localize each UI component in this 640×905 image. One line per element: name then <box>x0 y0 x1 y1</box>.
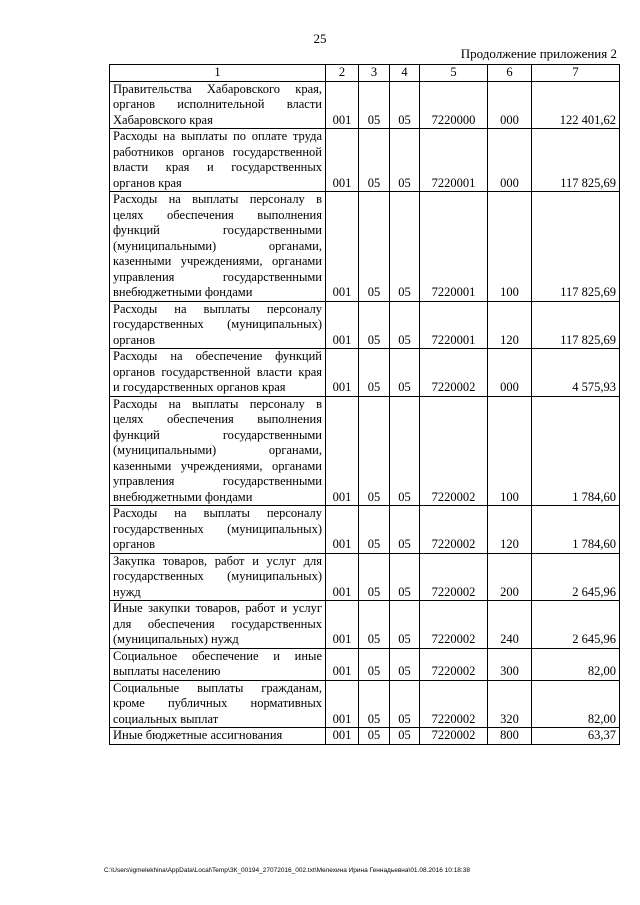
cell-section: 05 <box>359 553 390 601</box>
cell-amount: 1 784,60 <box>532 396 620 506</box>
cell-expense-type: 120 <box>488 301 532 349</box>
cell-amount: 2 645,96 <box>532 601 620 649</box>
cell-amount: 117 825,69 <box>532 129 620 192</box>
cell-ministry: 001 <box>326 728 359 745</box>
cell-ministry: 001 <box>326 648 359 680</box>
table-row <box>110 506 620 554</box>
cell-section: 05 <box>359 396 390 506</box>
cell-expense-type: 300 <box>488 648 532 680</box>
cell-ministry: 001 <box>326 349 359 397</box>
cell-expense-type: 200 <box>488 553 532 601</box>
col-header: 2 <box>326 65 359 82</box>
page-number: 25 <box>313 31 327 46</box>
cell-target-article: 7220002 <box>420 601 488 649</box>
budget-table <box>109 64 620 745</box>
cell-expense-type: 320 <box>488 680 532 728</box>
cell-expense-type: 000 <box>488 81 532 129</box>
cell-target-article: 7220001 <box>420 301 488 349</box>
cell-target-article: 7220002 <box>420 648 488 680</box>
cell-amount: 117 825,69 <box>532 301 620 349</box>
cell-subsection: 05 <box>390 680 420 728</box>
cell-section: 05 <box>359 648 390 680</box>
cell-amount: 2 645,96 <box>532 553 620 601</box>
table-row <box>110 680 620 728</box>
cell-ministry: 001 <box>326 129 359 192</box>
cell-section: 05 <box>359 129 390 192</box>
row-description: Социальное обеспечение и иные выплаты населению <box>110 648 326 680</box>
cell-target-article: 7220002 <box>420 680 488 728</box>
cell-ministry: 001 <box>326 680 359 728</box>
cell-amount: 82,00 <box>532 680 620 728</box>
cell-target-article: 7220001 <box>420 129 488 192</box>
table-row <box>110 601 620 649</box>
cell-subsection: 05 <box>390 129 420 192</box>
cell-subsection: 05 <box>390 301 420 349</box>
cell-amount: 122 401,62 <box>532 81 620 129</box>
cell-expense-type: 000 <box>488 349 532 397</box>
cell-section: 05 <box>359 301 390 349</box>
table-row <box>110 396 620 506</box>
cell-section: 05 <box>359 601 390 649</box>
cell-ministry: 001 <box>326 506 359 554</box>
cell-expense-type: 000 <box>488 129 532 192</box>
header-row <box>110 65 620 82</box>
cell-amount: 63,37 <box>532 728 620 745</box>
cell-target-article: 7220000 <box>420 81 488 129</box>
col-header: 6 <box>488 65 532 82</box>
row-description: Расходы на выплаты персоналу государственных (муниципальных) органов <box>110 506 326 554</box>
cell-ministry: 001 <box>326 601 359 649</box>
row-description: Расходы на выплаты по оплате труда работников органов государственной власти края и государственных органов края <box>110 129 326 192</box>
cell-ministry: 001 <box>326 192 359 302</box>
cell-target-article: 7220002 <box>420 506 488 554</box>
cell-target-article: 7220002 <box>420 728 488 745</box>
cell-section: 05 <box>359 192 390 302</box>
table-row <box>110 728 620 745</box>
table-row <box>110 301 620 349</box>
cell-target-article: 7220002 <box>420 396 488 506</box>
cell-section: 05 <box>359 728 390 745</box>
table-row <box>110 349 620 397</box>
cell-expense-type: 800 <box>488 728 532 745</box>
cell-subsection: 05 <box>390 396 420 506</box>
cell-amount: 117 825,69 <box>532 192 620 302</box>
cell-subsection: 05 <box>390 648 420 680</box>
row-description: Социальные выплаты гражданам, кроме публичных нормативных социальных выплат <box>110 680 326 728</box>
cell-section: 05 <box>359 349 390 397</box>
cell-target-article: 7220002 <box>420 553 488 601</box>
row-description: Закупка товаров, работ и услуг для государственных (муниципальных) нужд <box>110 553 326 601</box>
cell-expense-type: 100 <box>488 192 532 302</box>
cell-amount: 1 784,60 <box>532 506 620 554</box>
file-path-footer: C:\Users\igmelekhina\AppData\Local\Temp\ЗК_00194_27072016_002.txt\Мелехина Ирина Геннадьевна\01.08.2016 10:18:38 <box>104 867 470 874</box>
cell-section: 05 <box>359 81 390 129</box>
continuation-note: Продолжение приложения 2 <box>460 46 617 61</box>
table-row <box>110 553 620 601</box>
cell-subsection: 05 <box>390 81 420 129</box>
cell-amount: 4 575,93 <box>532 349 620 397</box>
row-description: Расходы на выплаты персоналу государственных (муниципальных) органов <box>110 301 326 349</box>
table-row <box>110 192 620 302</box>
cell-expense-type: 120 <box>488 506 532 554</box>
row-description: Правительства Хабаровского края, органов исполнительной власти Хабаровского края <box>110 81 326 129</box>
col-header: 4 <box>390 65 420 82</box>
cell-ministry: 001 <box>326 396 359 506</box>
cell-subsection: 05 <box>390 553 420 601</box>
table-row <box>110 129 620 192</box>
cell-target-article: 7220002 <box>420 349 488 397</box>
row-description: Иные бюджетные ассигнования <box>110 728 326 745</box>
cell-amount: 82,00 <box>532 648 620 680</box>
col-header: 3 <box>359 65 390 82</box>
row-description: Иные закупки товаров, работ и услуг для обеспечения государственных (муниципальных) нужд <box>110 601 326 649</box>
cell-subsection: 05 <box>390 728 420 745</box>
cell-ministry: 001 <box>326 301 359 349</box>
cell-subsection: 05 <box>390 601 420 649</box>
cell-ministry: 001 <box>326 553 359 601</box>
cell-ministry: 001 <box>326 81 359 129</box>
cell-expense-type: 100 <box>488 396 532 506</box>
cell-expense-type: 240 <box>488 601 532 649</box>
cell-subsection: 05 <box>390 192 420 302</box>
row-description: Расходы на выплаты персоналу в целях обеспечения выполнения функций государственными (муниципальными) органами, казенными учреждениями, органами управления государственными внебюджетными фондами <box>110 396 326 506</box>
table-row <box>110 648 620 680</box>
table-row <box>110 81 620 129</box>
col-header: 5 <box>420 65 488 82</box>
cell-section: 05 <box>359 680 390 728</box>
col-header: 1 <box>110 65 326 82</box>
row-description: Расходы на обеспечение функций органов государственной власти края и государственных органов края <box>110 349 326 397</box>
cell-section: 05 <box>359 506 390 554</box>
cell-subsection: 05 <box>390 349 420 397</box>
col-header: 7 <box>532 65 620 82</box>
cell-subsection: 05 <box>390 506 420 554</box>
row-description: Расходы на выплаты персоналу в целях обеспечения выполнения функций государственными (муниципальными) органами, казенными учреждениями, органами управления государственными внебюджетными фондами <box>110 192 326 302</box>
cell-target-article: 7220001 <box>420 192 488 302</box>
